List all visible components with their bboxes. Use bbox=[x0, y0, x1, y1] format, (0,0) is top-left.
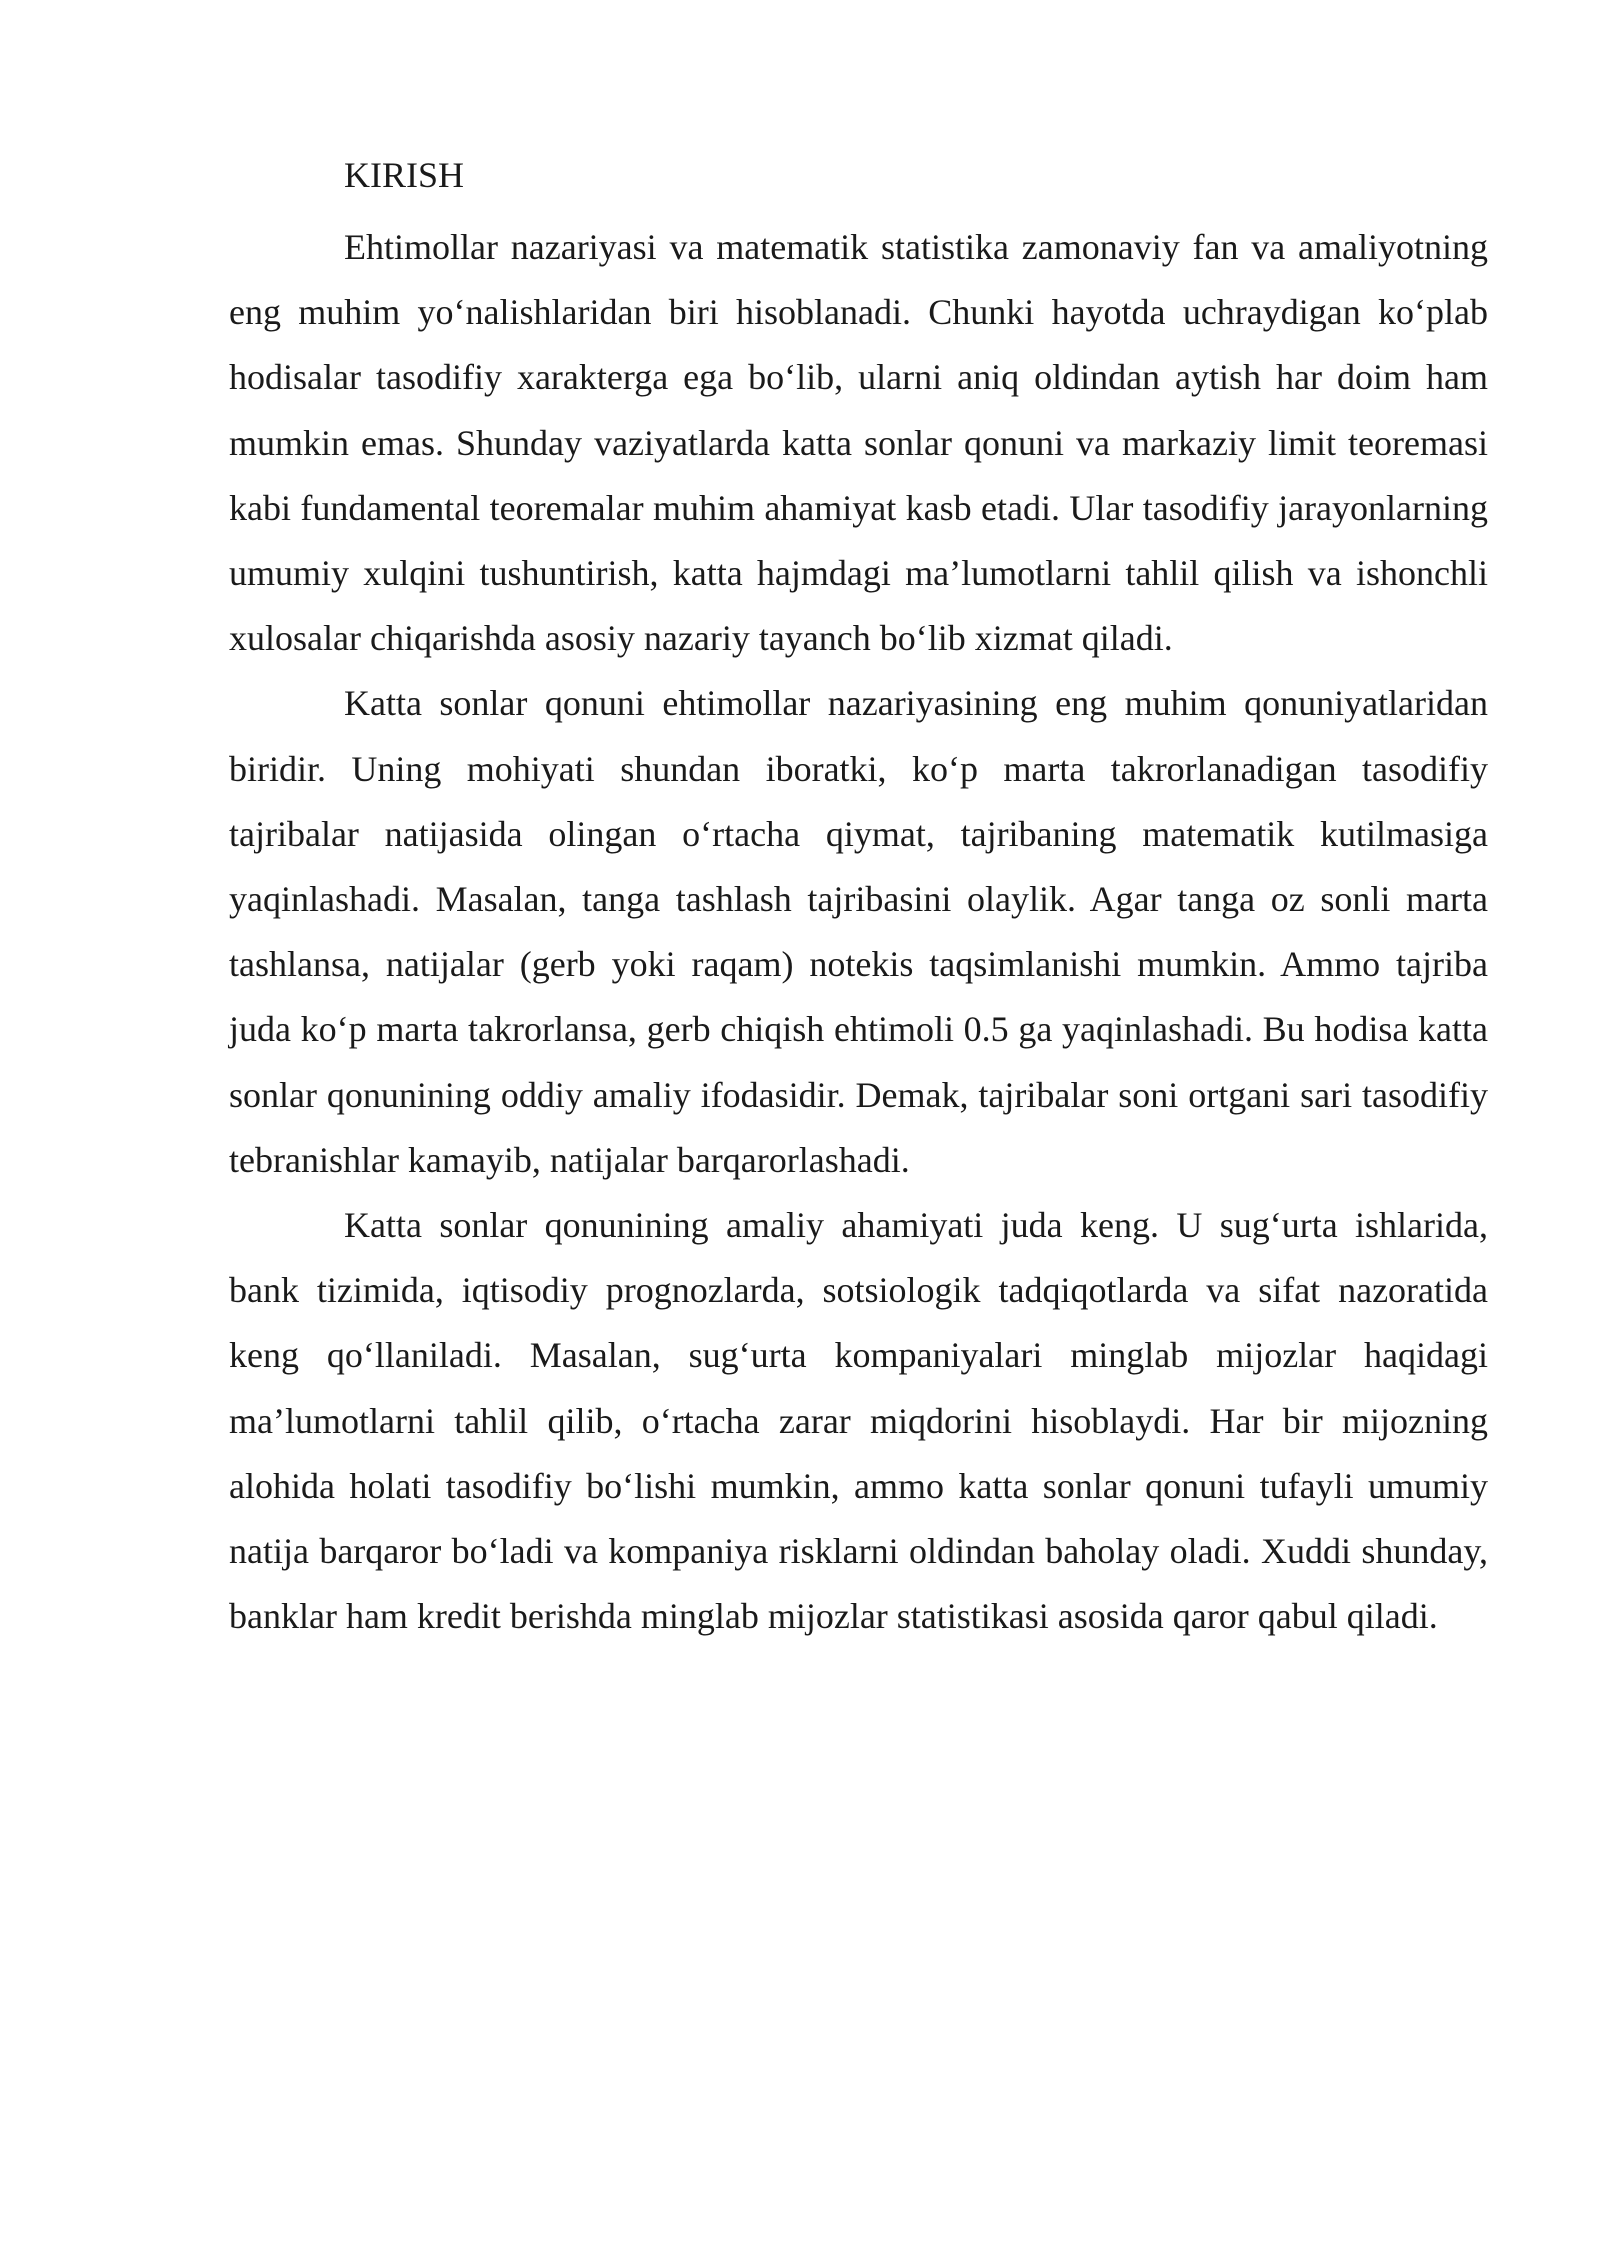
paragraph-intro: Ehtimollar nazariyasi va matematik statistika zamonaviy fan va amaliyotning eng muhim yo‘nalishlaridan biri hisoblanadi. Chunki hayotda uchraydigan ko‘plab hodisalar tasodifiy xarakterga ega bo‘lib, ularni aniq oldindan aytish har doim ham mumkin emas. Shunday vaziyatlarda katta sonlar qonuni va markaziy limit teoremasi kabi fundamental teoremalar muhim ahamiyat kasb etadi. Ular tasodifiy jarayonlarning umumiy xulqini tushuntirish, katta hajmdagi ma’lumotlarni tahlil qilish va ishonchli xulosalar chiqarishda asosiy nazariy tayanch bo‘lib xizmat qiladi. bbox=[229, 227, 1488, 659]
paragraph-law-of-large-numbers: Katta sonlar qonuni ehtimollar nazariyasining eng muhim qonuniyatlaridan biridir. Uning mohiyati shundan iboratki, ko‘p marta takrorlanadigan tasodifiy tajribalar natijasida olingan o‘rtacha qiymat, tajribaning matematik kutilmasiga yaqinlashadi. Masalan, tanga tashlash tajribasini olaylik. Agar tanga oz sonli marta tashlansa, natijalar (gerb yoki raqam) notekis taqsimlanishi mumkin. Ammo tajriba juda ko‘p marta takrorlansa, gerb chiqish ehtimoli 0.5 ga yaqinlashadi. Bu hodisa katta sonlar qonunining oddiy amaliy ifodasidir. Demak, tajribalar soni ortgani sari tasodifiy tebranishlar kamayib, natijalar barqarorlashadi. bbox=[229, 683, 1488, 1180]
paragraph-practical-significance: Katta sonlar qonunining amaliy ahamiyati juda keng. U sug‘urta ishlarida, bank tizimida, iqtisodiy prognozlarda, sotsiologik tadqiqotlarda va sifat nazoratida keng qo‘llaniladi. Masalan, sug‘urta kompaniyalari minglab mijozlar haqidagi ma’lumotlarni tahlil qilib, o‘rtacha zarar miqdorini hisoblaydi. Har bir mijozning alohida holati tasodifiy bo‘lishi mumkin, ammo katta sonlar qonuni tufayli umumiy natija barqaror bo‘ladi va kompaniya risklarni oldindan baholay oladi. Xuddi shunday, banklar ham kredit berishda minglab mijozlar statistikasi asosida qaror qabul qiladi. bbox=[229, 1205, 1488, 1637]
document-page bbox=[229, 150, 1488, 1649]
section-heading: KIRISH bbox=[344, 155, 465, 195]
